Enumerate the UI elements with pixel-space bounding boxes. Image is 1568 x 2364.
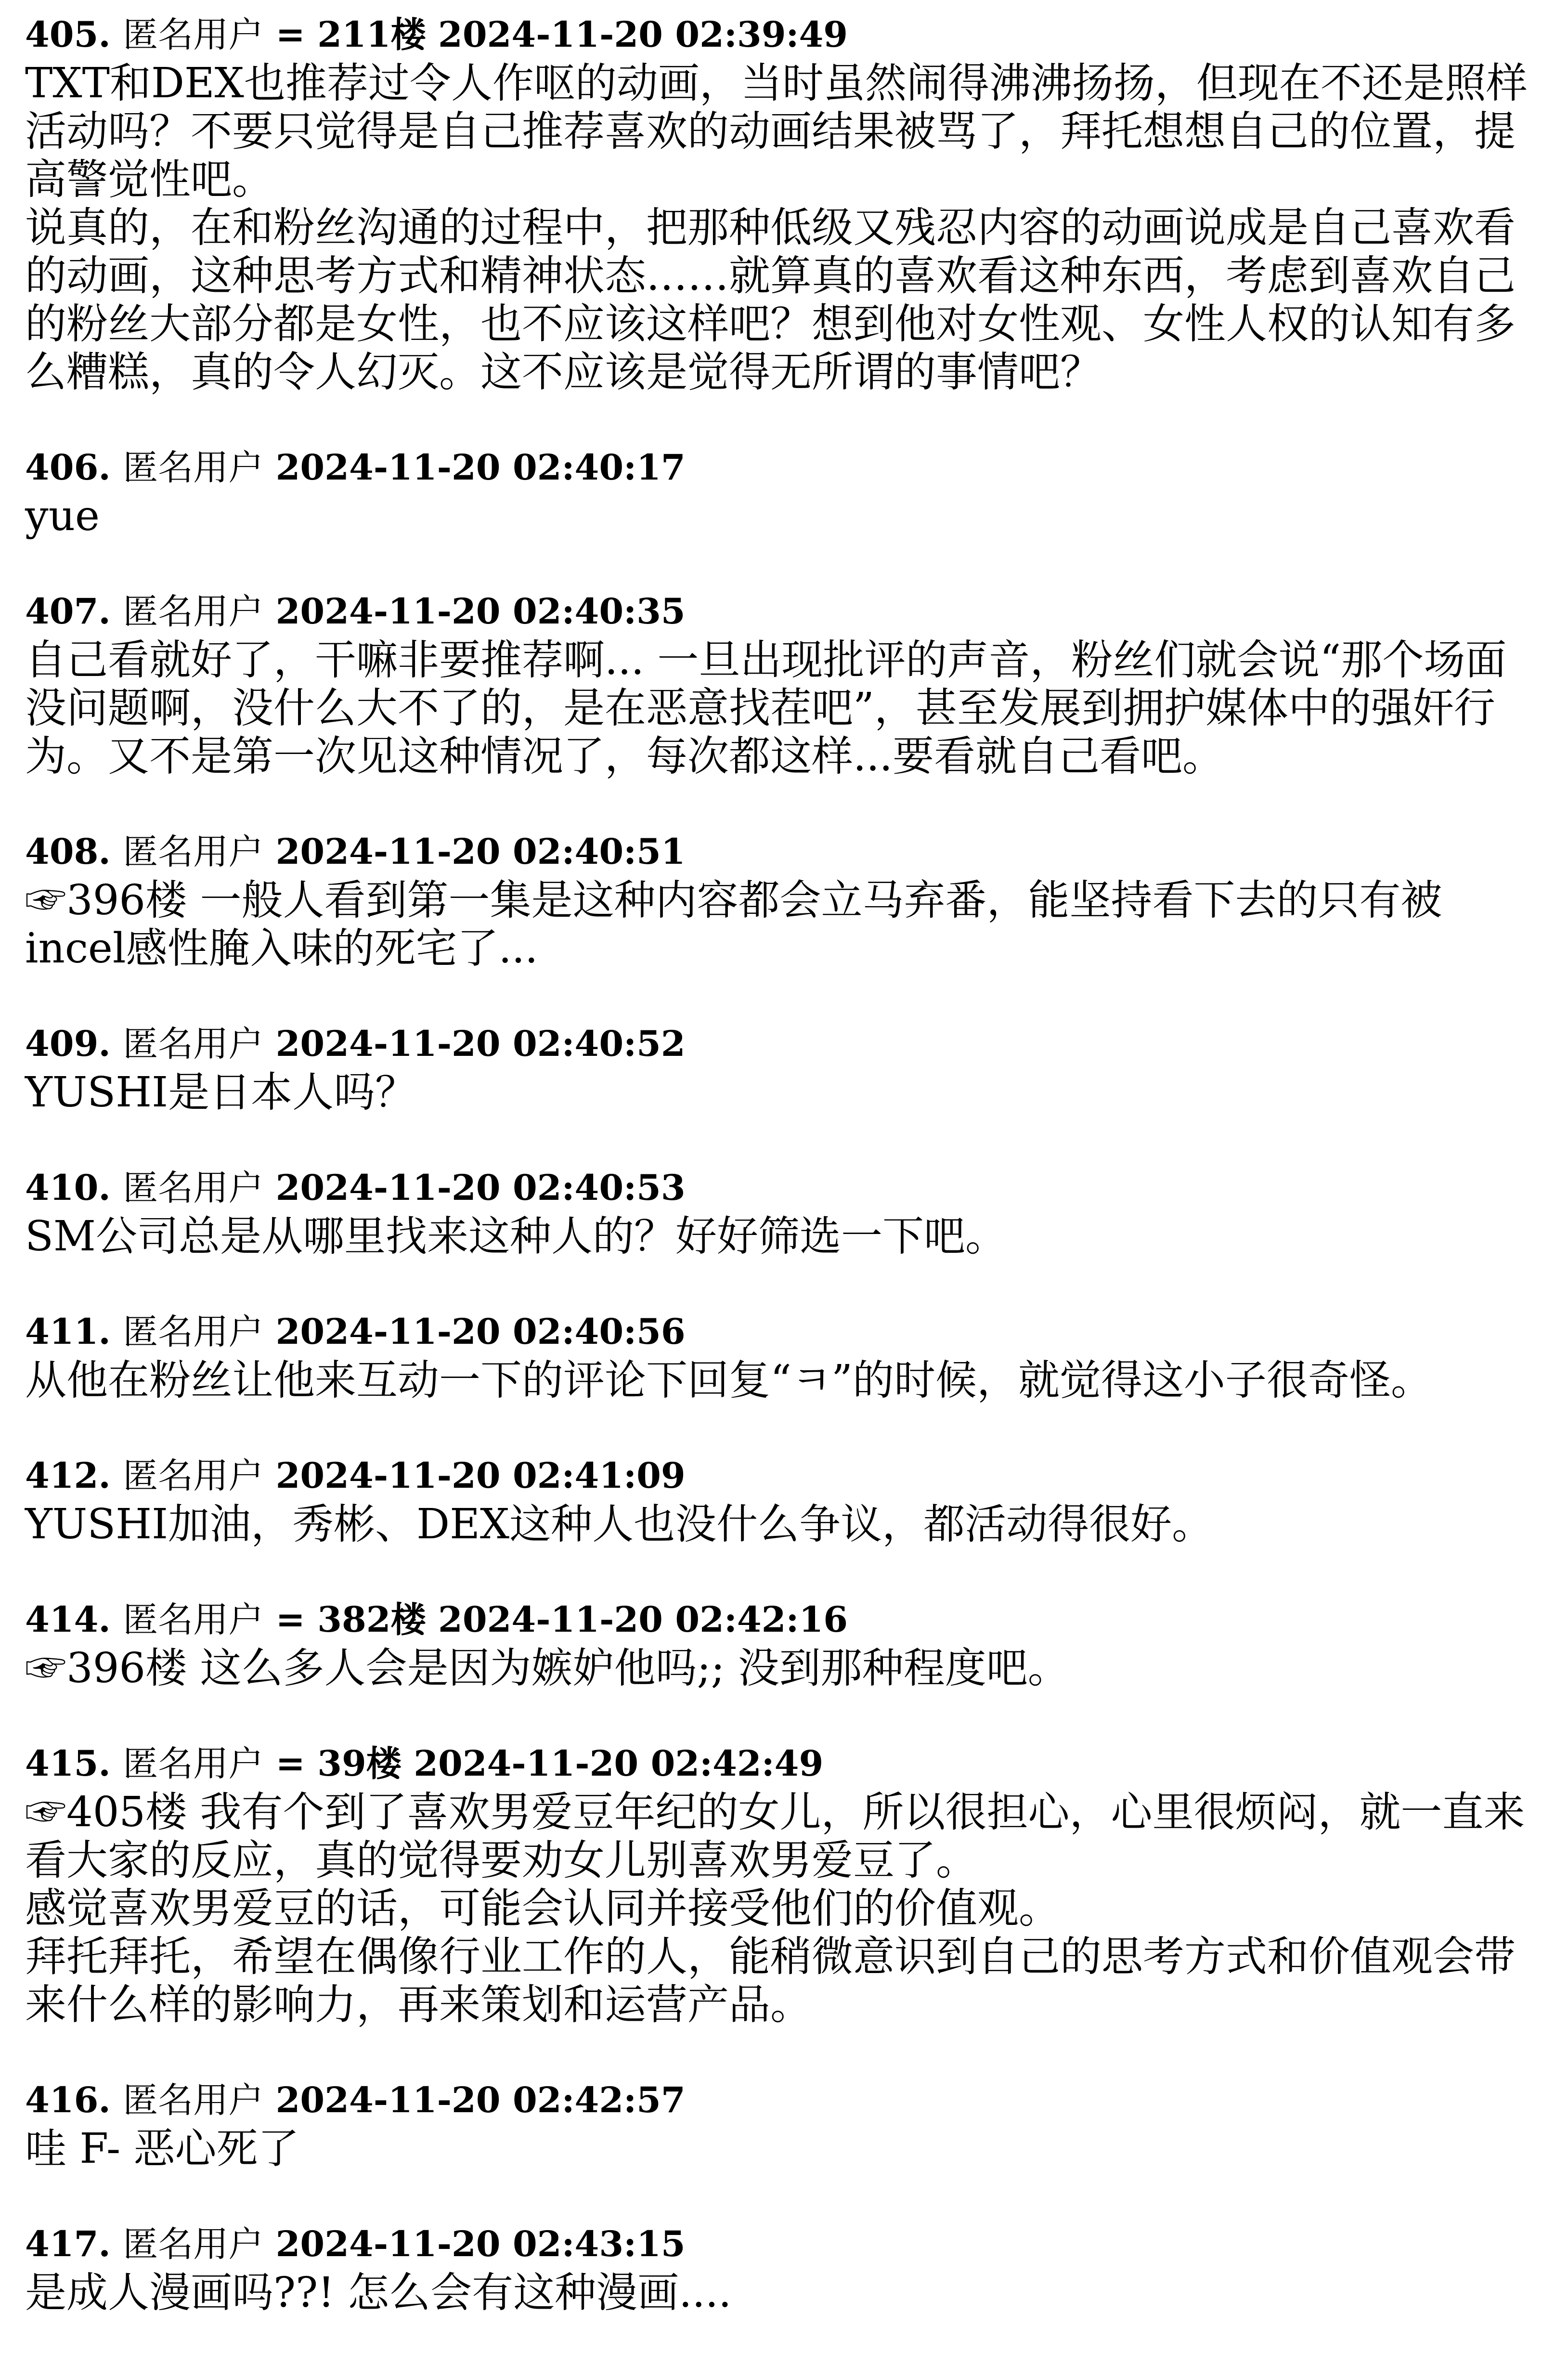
comment-header xyxy=(25,1308,1542,1356)
comment-timestamp: 2024-11-20 02:40:56 xyxy=(275,1311,686,1352)
comment-header xyxy=(25,2076,1542,2125)
comment-body xyxy=(25,1212,1542,1260)
comment-author: 匿名用户 xyxy=(123,1743,264,1784)
comment-number: 408. xyxy=(25,831,111,872)
comment-author: 匿名用户 xyxy=(123,2224,264,2265)
comment-author: 匿名用户 xyxy=(123,831,264,872)
comment-post xyxy=(25,828,1542,973)
comment-number: 415. xyxy=(25,1743,111,1784)
comment-body xyxy=(25,636,1542,780)
comment-body xyxy=(25,1500,1542,1548)
comment-timestamp: 2024-11-20 02:39:49 xyxy=(438,14,848,55)
comment-post xyxy=(25,1020,1542,1117)
comment-number: 416. xyxy=(25,2079,111,2121)
comment-thread xyxy=(25,11,1542,2364)
comment-timestamp: 2024-11-20 02:40:35 xyxy=(275,591,686,632)
comment-header xyxy=(25,828,1542,876)
comment-body xyxy=(25,2125,1542,2173)
comment-post xyxy=(25,2076,1542,2173)
comment-text-line: 感觉喜欢男爱豆的话，可能会认同并接受他们的价值观。 xyxy=(25,1884,1060,1933)
comment-text-line: yue xyxy=(25,492,100,540)
comment-text-line: ☞396楼 一般人看到第一集是这种内容都会立马弃番，能坚持看下去的只有被incel感性腌入味的死宅了... xyxy=(25,876,1442,973)
comment-timestamp: 2024-11-20 02:43:15 xyxy=(275,2223,686,2265)
comment-header xyxy=(25,1596,1542,1644)
comment-text-line: ☞396楼 这么多人会是因为嫉妒他吗;; 没到那种程度吧。 xyxy=(25,1644,1069,1692)
comment-timestamp: 2024-11-20 02:40:51 xyxy=(275,831,686,872)
comment-post xyxy=(25,11,1542,396)
comment-post xyxy=(25,587,1542,780)
comment-header xyxy=(25,443,1542,492)
comment-post xyxy=(25,443,1542,540)
comment-text-line: SM公司总是从哪里找来这种人的？好好筛选一下吧。 xyxy=(25,1212,1007,1260)
comment-number: 406. xyxy=(25,447,111,488)
comment-post xyxy=(25,1596,1542,1692)
comment-text-line: 从他在粉丝让他来互动一下的评论下回复“ㅋ”的时候，就觉得这小子很奇怪。 xyxy=(25,1356,1433,1404)
comment-author: 匿名用户 xyxy=(123,1024,264,1065)
comment-text-line: YUSHI加油，秀彬、DEX这种人也没什么争议，都活动得很好。 xyxy=(25,1500,1214,1548)
comment-reply-ref: = 39楼 xyxy=(275,1743,402,1784)
comment-author: 匿名用户 xyxy=(123,1312,264,1352)
comment-body xyxy=(25,1356,1542,1404)
comment-body xyxy=(25,1644,1542,1692)
comment-author: 匿名用户 xyxy=(123,14,264,55)
comment-timestamp: 2024-11-20 02:42:49 xyxy=(414,1743,824,1784)
comment-timestamp: 2024-11-20 02:41:09 xyxy=(275,1455,686,1496)
comment-number: 414. xyxy=(25,1599,111,1640)
comment-post xyxy=(25,2220,1542,2317)
comment-header xyxy=(25,1452,1542,1500)
comment-number: 411. xyxy=(25,1311,111,1352)
comment-text-line: TXT和DEX也推荐过令人作呕的动画，当时虽然闹得沸沸扬扬，但现在不还是照样活动吗？不要只觉得是自己推荐喜欢的动画结果被骂了，拜托想想自己的位置，提高警觉性吧。 xyxy=(25,59,1528,204)
comment-post xyxy=(25,1452,1542,1548)
comment-body xyxy=(25,1788,1542,2029)
comment-text-line: 说真的，在和粉丝沟通的过程中，把那种低级又残忍内容的动画说成是自己喜欢看的动画，这种思考方式和精神状态……就算真的喜欢看这种东西，考虑到喜欢自己的粉丝大部分都是女性，也不应该这样吧？想到他对女性观、女性人权的认知有多么糟糕，真的令人幻灭。这不应该是觉得无所谓的事情吧？ xyxy=(25,204,1516,396)
comment-timestamp: 2024-11-20 02:42:57 xyxy=(275,2079,686,2121)
comment-header xyxy=(25,1164,1542,1212)
comment-text-line: 哇 F- 恶心死了 xyxy=(25,2125,299,2173)
comment-body xyxy=(25,2269,1542,2317)
comment-number: 412. xyxy=(25,1455,111,1496)
comment-timestamp: 2024-11-20 02:40:53 xyxy=(275,1167,686,1208)
comment-header xyxy=(25,587,1542,636)
comment-text-line: 是成人漫画吗??! 怎么会有这种漫画.... xyxy=(25,2269,732,2317)
comment-timestamp: 2024-11-20 02:40:52 xyxy=(275,1023,686,1065)
comment-text-line: 自己看就好了，干嘛非要推荐啊... 一旦出现批评的声音，粉丝们就会说“那个场面没问题啊，没什么大不了的，是在恶意找茬吧”，甚至发展到拥护媒体中的强奸行为。又不是第一次见这种情况了，每次都这样...要看就自己看吧。 xyxy=(25,636,1507,780)
comment-text-line: 拜托拜托，希望在偶像行业工作的人，能稍微意识到自己的思考方式和价值观会带来什么样的影响力，再来策划和运营产品。 xyxy=(25,1933,1516,2029)
comment-reply-ref: = 211楼 xyxy=(275,14,426,55)
comment-post xyxy=(25,1164,1542,1260)
comment-header xyxy=(25,11,1542,59)
comment-text-line: ☞405楼 我有个到了喜欢男爱豆年纪的女儿，所以很担心，心里很烦闷，就一直来看大家的反应，真的觉得要劝女儿别喜欢男爱豆了。 xyxy=(25,1788,1525,1884)
comment-body xyxy=(25,59,1542,396)
comment-number: 417. xyxy=(25,2223,111,2265)
comment-header xyxy=(25,1020,1542,1068)
comment-post xyxy=(25,1308,1542,1404)
comment-author: 匿名用户 xyxy=(123,591,264,632)
comment-body xyxy=(25,1068,1542,1117)
comment-author: 匿名用户 xyxy=(123,1455,264,1496)
comment-header xyxy=(25,2220,1542,2269)
comment-author: 匿名用户 xyxy=(123,447,264,488)
comment-body xyxy=(25,876,1542,973)
comment-post xyxy=(25,1740,1542,2029)
comment-number: 405. xyxy=(25,14,111,55)
comment-timestamp: 2024-11-20 02:40:17 xyxy=(275,447,686,488)
comment-reply-ref: = 382楼 xyxy=(275,1599,426,1640)
comment-number: 409. xyxy=(25,1023,111,1065)
comment-author: 匿名用户 xyxy=(123,2080,264,2121)
comment-number: 407. xyxy=(25,591,111,632)
comment-header xyxy=(25,1740,1542,1788)
comment-timestamp: 2024-11-20 02:42:16 xyxy=(438,1599,848,1640)
comment-number: 410. xyxy=(25,1167,111,1208)
comment-author: 匿名用户 xyxy=(123,1599,264,1640)
comment-body xyxy=(25,492,1542,540)
comment-author: 匿名用户 xyxy=(123,1168,264,1208)
comment-text-line: YUSHI是日本人吗？ xyxy=(25,1068,417,1117)
